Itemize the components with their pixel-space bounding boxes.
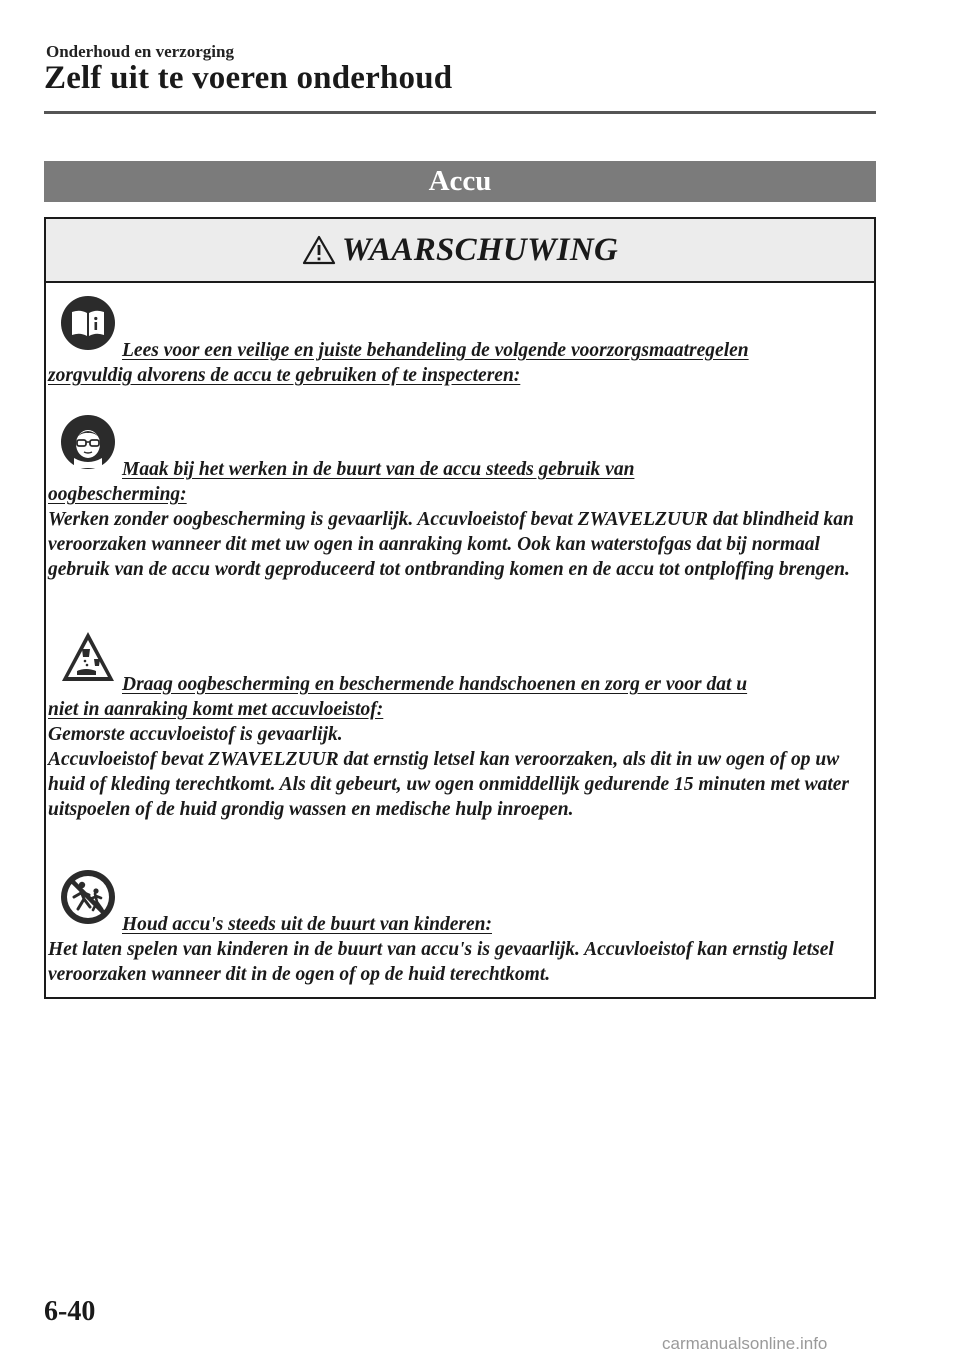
header-divider [44, 111, 876, 114]
watermark: carmanualsonline.info [662, 1334, 828, 1353]
warning-box [44, 217, 876, 999]
page-title: Zelf uit te voeren onderhoud [44, 60, 453, 96]
warning-lead-3a: Draag oogbescherming en beschermende handschoenen en zorg er voor dat u [122, 674, 748, 695]
warning-body-2: Werken zonder oogbescherming is gevaarlijk. Accuvloeistof bevat ZWAVELZUUR dat blindheid kan veroorzaken wanneer dit met uw ogen in aanraking komt. Ook kan waterstofgas dat bij normaal gebruik van de accu wordt geproduceerd tot ontbranding komen en de accu tot ontploffing brengen. [48, 509, 854, 580]
warning-body-3: Gemorste accuvloeistof is gevaarlijk. Accuvloeistof bevat ZWAVELZUUR dat ernstig letsel kan veroorzaken, als dit in uw ogen of op uw huid of kleding terechtkomt. Als dit gebeurt, uw ogen onmiddellijk gedurende 15 minuten met water uitspoelen of de huid grondig wassen en medische hulp inroepen. [48, 724, 849, 820]
warning-lead-1a: Lees voor een veilige en juiste behandeling de volgende voorzorgsmaatregelen [122, 340, 749, 361]
section-title: Accu [44, 161, 876, 202]
warning-lead-2a: Maak bij het werken in de buurt van de accu steeds gebruik van [122, 459, 635, 480]
warning-lead-3b: niet in aanraking komt met accuvloeistof: [48, 699, 384, 720]
warning-lead-2b: oogbescherming: [48, 484, 187, 505]
page-number: 6-40 [44, 1296, 96, 1327]
chapter-label: Onderhoud en verzorging [46, 42, 234, 61]
warning-title: WAARSCHUWING [341, 231, 619, 268]
warning-header [46, 219, 874, 283]
warning-lead-4a: Houd accu's steeds uit de buurt van kinderen: [122, 914, 492, 935]
warning-body-4: Het laten spelen van kinderen in de buurt van accu's is gevaarlijk. Accuvloeistof kan ernstig letsel veroorzaken wanneer dit in de ogen of op de huid terechtkomt. [48, 939, 834, 985]
warning-triangle-icon [302, 235, 336, 265]
warning-lead-1b: zorgvuldig alvorens de accu te gebruiken of te inspecteren: [48, 365, 521, 386]
